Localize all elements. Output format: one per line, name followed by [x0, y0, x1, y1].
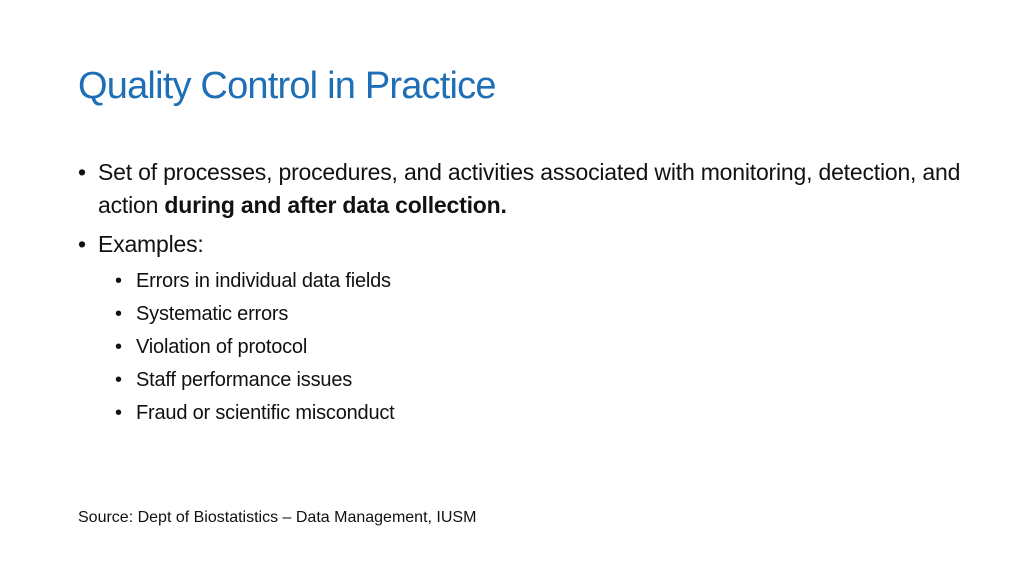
bullet-text: Examples: — [98, 231, 204, 257]
slide-body — [78, 156, 978, 430]
bullet-dot: • — [78, 159, 86, 185]
bullet-item — [78, 228, 978, 261]
bullet-dot: • — [115, 336, 122, 358]
bullet-dot: • — [115, 402, 122, 424]
bullet-text: Set of processes, procedures, and activities associated with monitoring, detection, and action — [98, 159, 961, 218]
sub-bullet-text: Violation of protocol — [136, 336, 308, 358]
sub-bullet-item — [115, 397, 978, 430]
sub-bullet-text: Staff performance issues — [136, 369, 353, 391]
bullet-dot: • — [115, 270, 122, 292]
bullet-bold-text: during and after data collection. — [164, 192, 507, 218]
bullet-dot: • — [115, 303, 122, 325]
bullet-dot: • — [115, 369, 122, 391]
sub-bullet-text: Fraud or scientific misconduct — [136, 402, 395, 424]
sub-bullet-item — [115, 364, 978, 397]
sub-bullet-item — [115, 265, 978, 298]
examples-sublist — [78, 265, 978, 430]
sub-bullet-text: Errors in individual data fields — [136, 270, 391, 292]
sub-bullet-text: Systematic errors — [136, 303, 289, 325]
bullet-item — [78, 156, 978, 222]
bullet-dot: • — [78, 231, 86, 257]
source-citation: Source: Dept of Biostatistics – Data Management, IUSM — [78, 509, 477, 526]
slide-title: Quality Control in Practice — [78, 65, 496, 107]
sub-bullet-item — [115, 331, 978, 364]
sub-bullet-item — [115, 298, 978, 331]
